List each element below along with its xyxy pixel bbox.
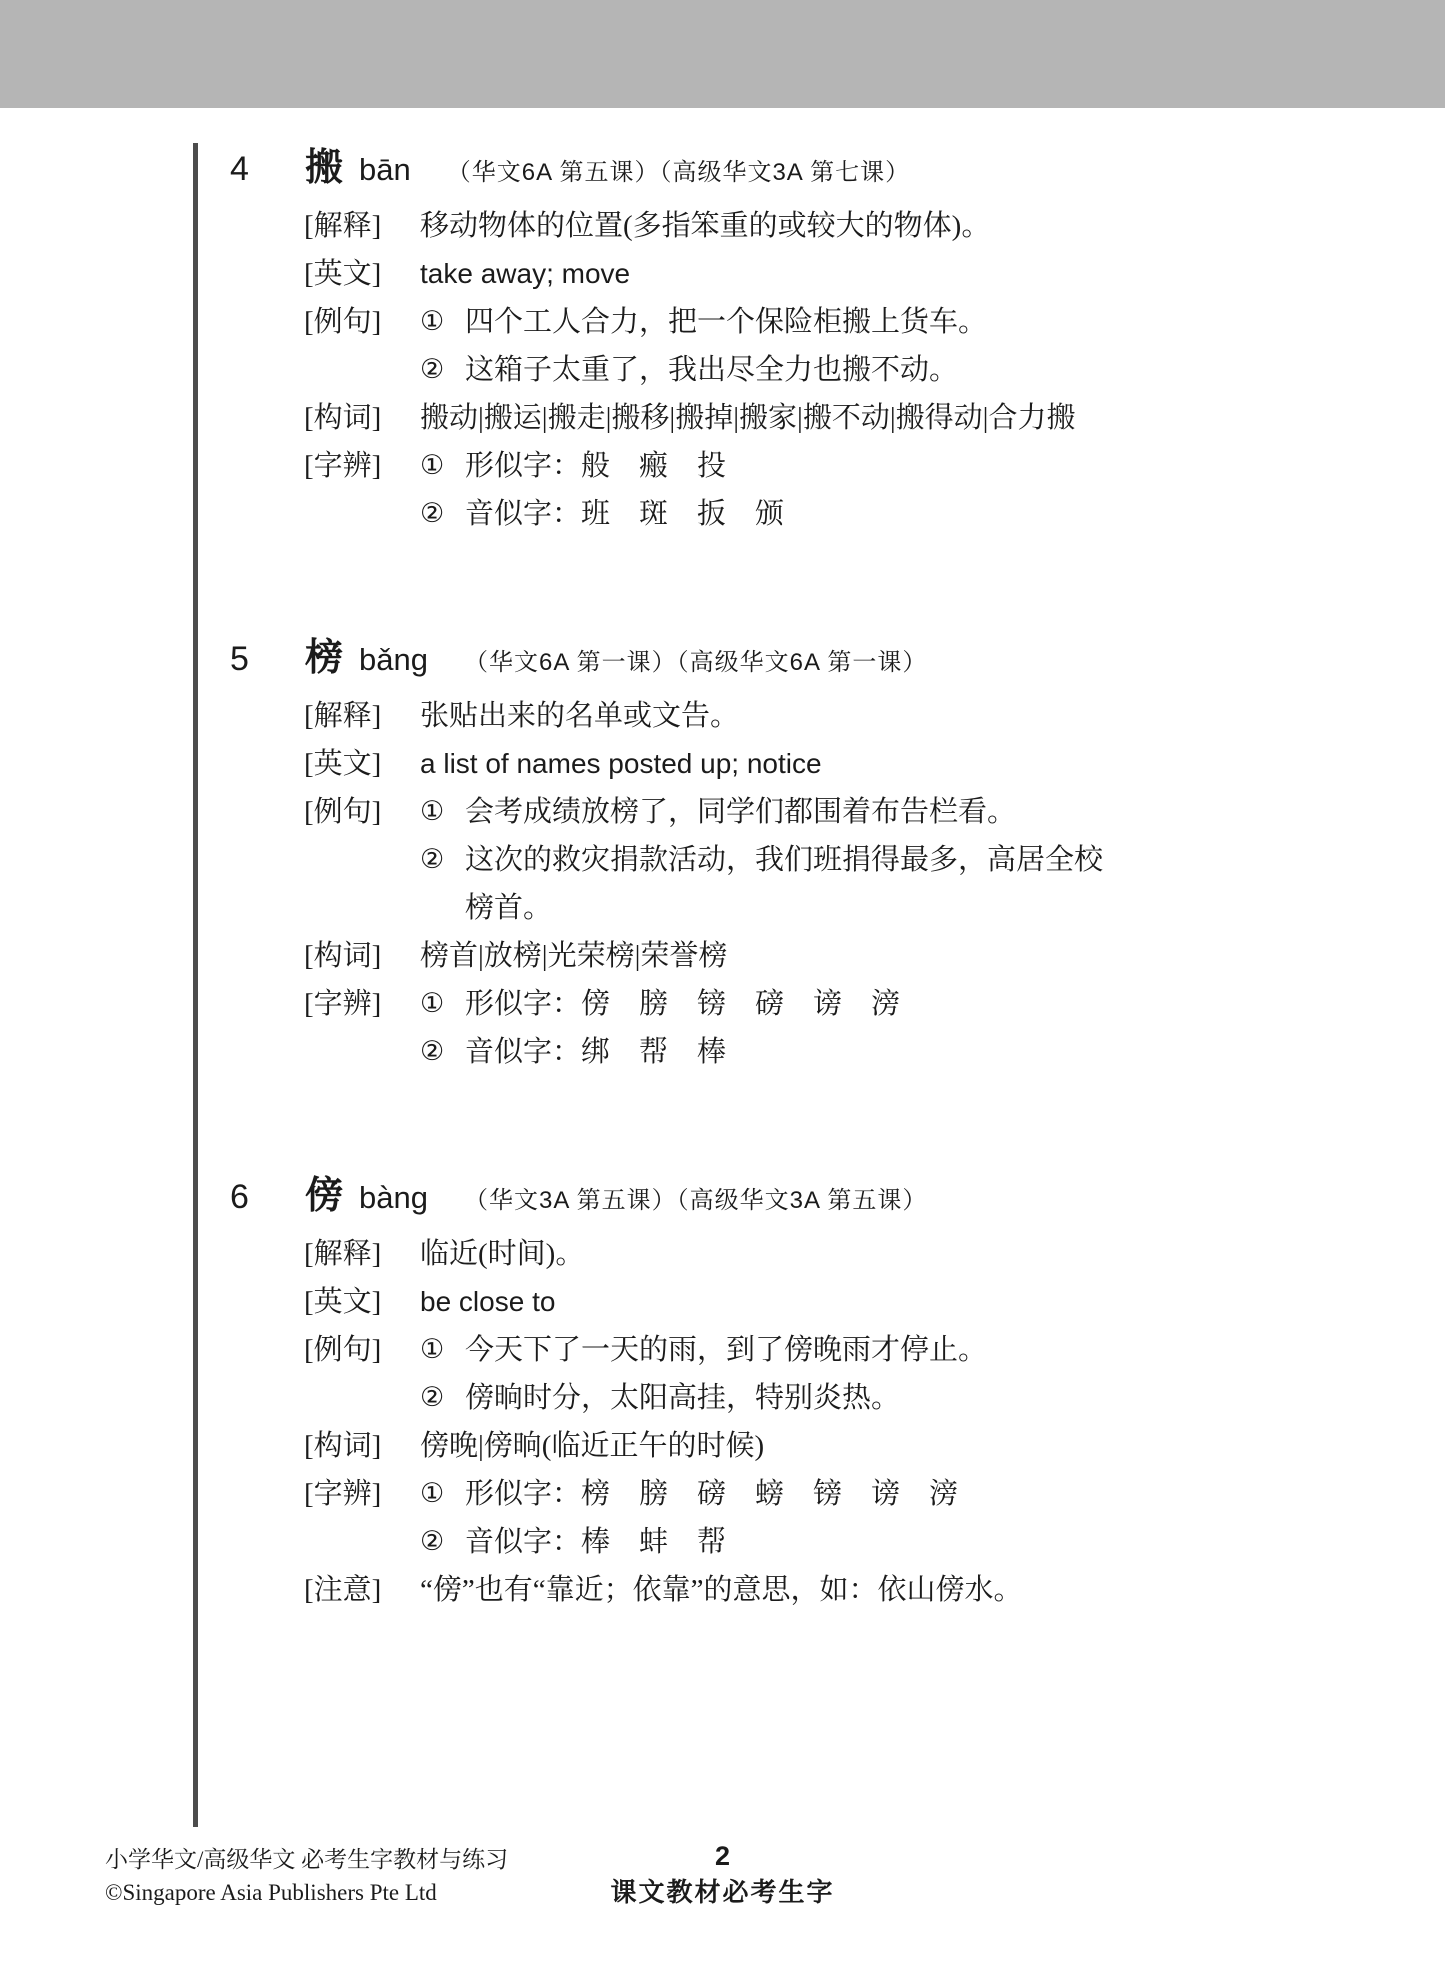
entry-number: 4 (230, 150, 249, 188)
circled-number: ② (420, 1526, 445, 1557)
example-item (420, 788, 1130, 836)
example-label: [例句] (304, 306, 382, 338)
distinction-item (420, 1518, 958, 1566)
circled-number: ② (420, 354, 445, 385)
english-row (230, 740, 1200, 788)
english-label: [英文] (304, 748, 382, 780)
distinction-text: 音似字：棒 蚌 帮 (465, 1526, 727, 1558)
definition-label: [解释] (304, 700, 382, 732)
course-references: （华文3A 第五课）（高级华文3A 第五课） (463, 1187, 928, 1214)
distinction-item (420, 980, 900, 1028)
circled-number: ① (420, 306, 445, 337)
word-formation-label: [构词] (304, 940, 382, 972)
example-row (230, 1326, 1200, 1422)
character-distinction-list (420, 1470, 958, 1566)
definition-text: 移动物体的位置(多指笨重的或较大的物体)。 (420, 210, 991, 242)
circled-number: ① (420, 1334, 445, 1365)
circled-number: ② (420, 1382, 445, 1413)
headword: 搬 (305, 147, 345, 189)
course-references: （华文6A 第一课）（高级华文6A 第一课） (463, 649, 928, 676)
english-row (230, 250, 1200, 298)
example-text: 四个工人合力，把一个保险柜搬上货车。 (465, 306, 988, 338)
english-label: [英文] (304, 1286, 382, 1318)
copyright-line: ©Singapore Asia Publishers Pte Ltd (105, 1880, 437, 1905)
word-formation-row (230, 932, 1200, 980)
word-formation-row (230, 1422, 1200, 1470)
footer-center (0, 1840, 1445, 1912)
note-row (230, 1566, 1200, 1614)
distinction-item (420, 1028, 900, 1076)
word-formation-text: 傍晚|傍晌(临近正午的时候) (420, 1430, 765, 1462)
section-title: 课文教材必考生字 (610, 1877, 835, 1907)
english-text: a list of names posted up; notice (420, 748, 822, 779)
entry-header (230, 626, 1200, 684)
character-distinction-row (230, 1470, 1200, 1566)
entry-bang4 (230, 1164, 1200, 1614)
distinction-item (420, 1470, 958, 1518)
circled-number: ① (420, 1478, 445, 1509)
character-distinction-list (420, 980, 900, 1076)
english-label: [英文] (304, 258, 382, 290)
definition-label: [解释] (304, 1238, 382, 1270)
definition-row (230, 202, 1200, 250)
example-row (230, 298, 1200, 394)
example-text: 傍晌时分，太阳高挂，特别炎热。 (465, 1382, 901, 1414)
pinyin: bān (359, 152, 411, 187)
definition-text: 张贴出来的名单或文告。 (420, 700, 740, 732)
example-list (420, 788, 1130, 932)
example-text: 会考成绩放榜了，同学们都围着布告栏看。 (465, 796, 1017, 828)
example-text: 这箱子太重了，我出尽全力也搬不动。 (465, 354, 959, 386)
example-row (230, 788, 1200, 932)
word-formation-label: [构词] (304, 402, 382, 434)
entry-number: 5 (230, 640, 249, 678)
english-row (230, 1278, 1200, 1326)
character-distinction-label: [字辨] (304, 450, 382, 482)
distinction-text: 音似字：绑 帮 棒 (465, 1036, 727, 1068)
definition-row (230, 1230, 1200, 1278)
entry-header (230, 1164, 1200, 1222)
distinction-item (420, 442, 784, 490)
example-text: 今天下了一天的雨，到了傍晚雨才停止。 (465, 1334, 988, 1366)
entry-ban (230, 136, 1200, 538)
example-list (420, 298, 987, 394)
word-formation-text: 搬动|搬运|搬走|搬移|搬掉|搬家|搬不动|搬得动|合力搬 (420, 402, 1076, 434)
circled-number: ① (420, 450, 445, 481)
entry-header (230, 136, 1200, 194)
course-references: （华文6A 第五课）（高级华文3A 第七课） (446, 159, 911, 186)
example-item (420, 346, 987, 394)
left-margin-rule (193, 143, 198, 1827)
example-text: 这次的救灾捐款活动，我们班捐得最多，高居全校榜首。 (465, 844, 1104, 924)
word-formation-label: [构词] (304, 1430, 382, 1462)
circled-number: ② (420, 844, 445, 875)
character-distinction-label: [字辨] (304, 988, 382, 1020)
circled-number: ① (420, 988, 445, 1019)
example-item (420, 1374, 987, 1422)
note-label: [注意] (304, 1574, 382, 1606)
character-distinction-label: [字辨] (304, 1478, 382, 1510)
book-title: 小学华文/高级华文 必考生字教材与练习 (105, 1847, 509, 1872)
entry-bang3 (230, 626, 1200, 1076)
note-text: “傍”也有“靠近；依靠”的意思，如：依山傍水。 (420, 1574, 1023, 1606)
example-item (420, 298, 987, 346)
distinction-text: 形似字：般 瘢 投 (465, 450, 727, 482)
distinction-text: 音似字：班 斑 扳 颁 (465, 498, 785, 530)
circled-number: ② (420, 1036, 445, 1067)
definition-label: [解释] (304, 210, 382, 242)
headword: 傍 (305, 1175, 345, 1217)
entry-number: 6 (230, 1178, 249, 1216)
page-number: 2 (714, 1841, 731, 1871)
definition-text: 临近(时间)。 (420, 1238, 585, 1270)
pinyin: bàng (359, 1180, 428, 1215)
english-text: be close to (420, 1286, 556, 1317)
distinction-text: 形似字：傍 膀 镑 磅 谤 滂 (465, 988, 901, 1020)
distinction-text: 形似字：榜 膀 磅 螃 镑 谤 滂 (465, 1478, 959, 1510)
word-formation-row (230, 394, 1200, 442)
distinction-item (420, 490, 784, 538)
example-label: [例句] (304, 1334, 382, 1366)
character-distinction-row (230, 442, 1200, 538)
page-content (230, 136, 1200, 1702)
example-item (420, 836, 1130, 932)
example-list (420, 1326, 987, 1422)
example-label: [例句] (304, 796, 382, 828)
example-item (420, 1326, 987, 1374)
circled-number: ① (420, 796, 445, 827)
circled-number: ② (420, 498, 445, 529)
english-text: take away; move (420, 258, 631, 289)
definition-row (230, 692, 1200, 740)
word-formation-text: 榜首|放榜|光荣榜|荣誉榜 (420, 940, 728, 972)
pinyin: bǎng (359, 642, 428, 677)
character-distinction-list (420, 442, 784, 538)
headword: 榜 (305, 637, 345, 679)
character-distinction-row (230, 980, 1200, 1076)
header-band (0, 0, 1445, 108)
